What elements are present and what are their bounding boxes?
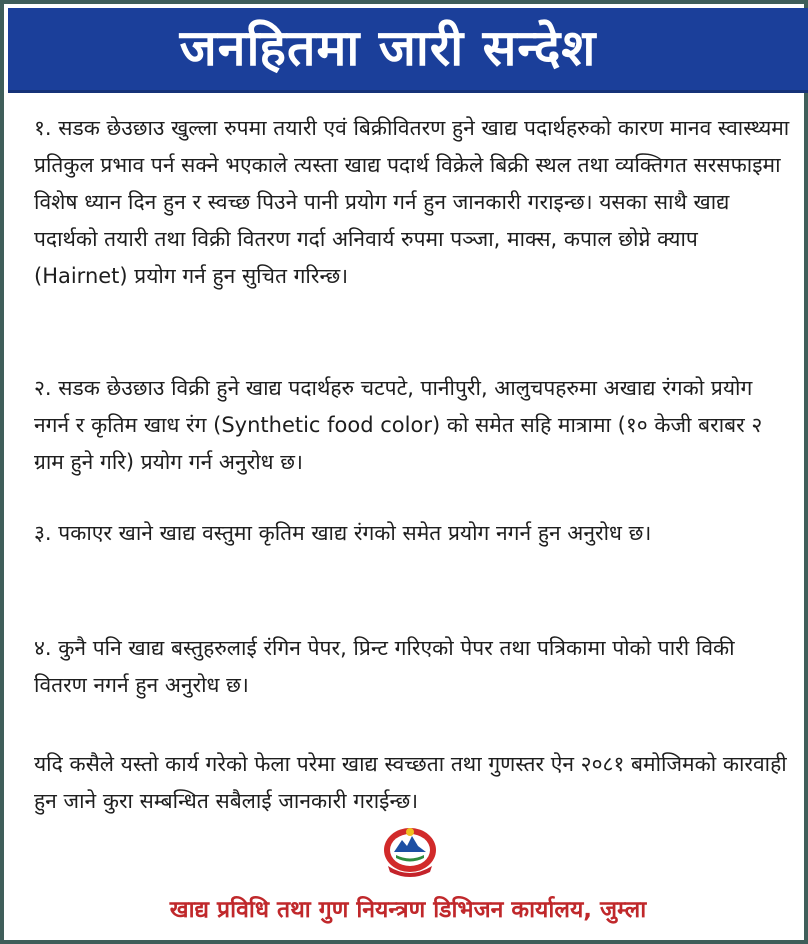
notice-paragraph-2: २. सडक छेउछाउ विक्री हुने खाद्य पदार्थहरु चटपटे, पानीपुरी, आलुचपहरुमा अखाद्य रंगको प्रयोग नगर्न र कृतिम खाध रंग (Synthetic food color) को समेत सहि मात्रामा (१० केजी बराबर २ ग्राम हुने गरि) प्रयोग गर्न अनुरोध छ। — [34, 376, 763, 474]
notice-paragraph-1: १. सडक छेउछाउ खुल्ला रुपमा तयारी एवं बिक्रीवितरण हुने खाद्य पदार्थहरुको कारण मानव स्वास्थ्यमा प्रतिकुल प्रभाव पर्न सक्ने भएकाले त्यस्ता खाद्य पदार्थ विक्रेले बिक्री स्थल तथा व्यक्तिगत सरसफाइमा विशेष ध्यान दिन हुन र स्वच्छ पिउने पानी प्रयोग गर्न हुन जानकारी गराइन्छ। यसका साथै खाद्य पदार्थको तयारी तथा विक्री वितरण गर्दा अनिवार्य रुपमा पञ्जा, माक्स, कपाल छोप्ने क्याप (Hairnet) प्रयोग गर्न हुन सुचित गरिन्छ। — [34, 116, 790, 288]
notice-paragraph-4: ४. कुनै पनि खाद्य बस्तुहरुलाई रंगिन पेपर, प्रिन्ट गरिएको पेपर तथा पत्रिकामा पोको पारी विकी वितरण नगर्न हुन अनुरोध छ। — [34, 636, 735, 697]
notice-closing-paragraph: यदि कसैले यस्तो कार्य गरेको फेला परेमा खाद्य स्वच्छता तथा गुणस्तर ऐन २०८१ बमोजिमको कारवाही हुन जाने कुरा सम्बन्धित सबैलाई जानकारी गराईन्छ। — [34, 752, 787, 813]
nepal-government-emblem-icon — [380, 822, 440, 880]
page-title: जनहितमा जारी सन्देश — [179, 19, 597, 77]
notice-paragraph-3: ३. पकाएर खाने खाद्य वस्तुमा कृतिम खाद्य रंगको समेत प्रयोग नगर्न हुन अनुरोध छ। — [34, 521, 652, 545]
issuer-footer: खाद्य प्रविधि तथा गुण नियन्त्रण डिभिजन कार्यालय, जुम्ला — [169, 897, 647, 923]
title-banner — [8, 8, 808, 93]
